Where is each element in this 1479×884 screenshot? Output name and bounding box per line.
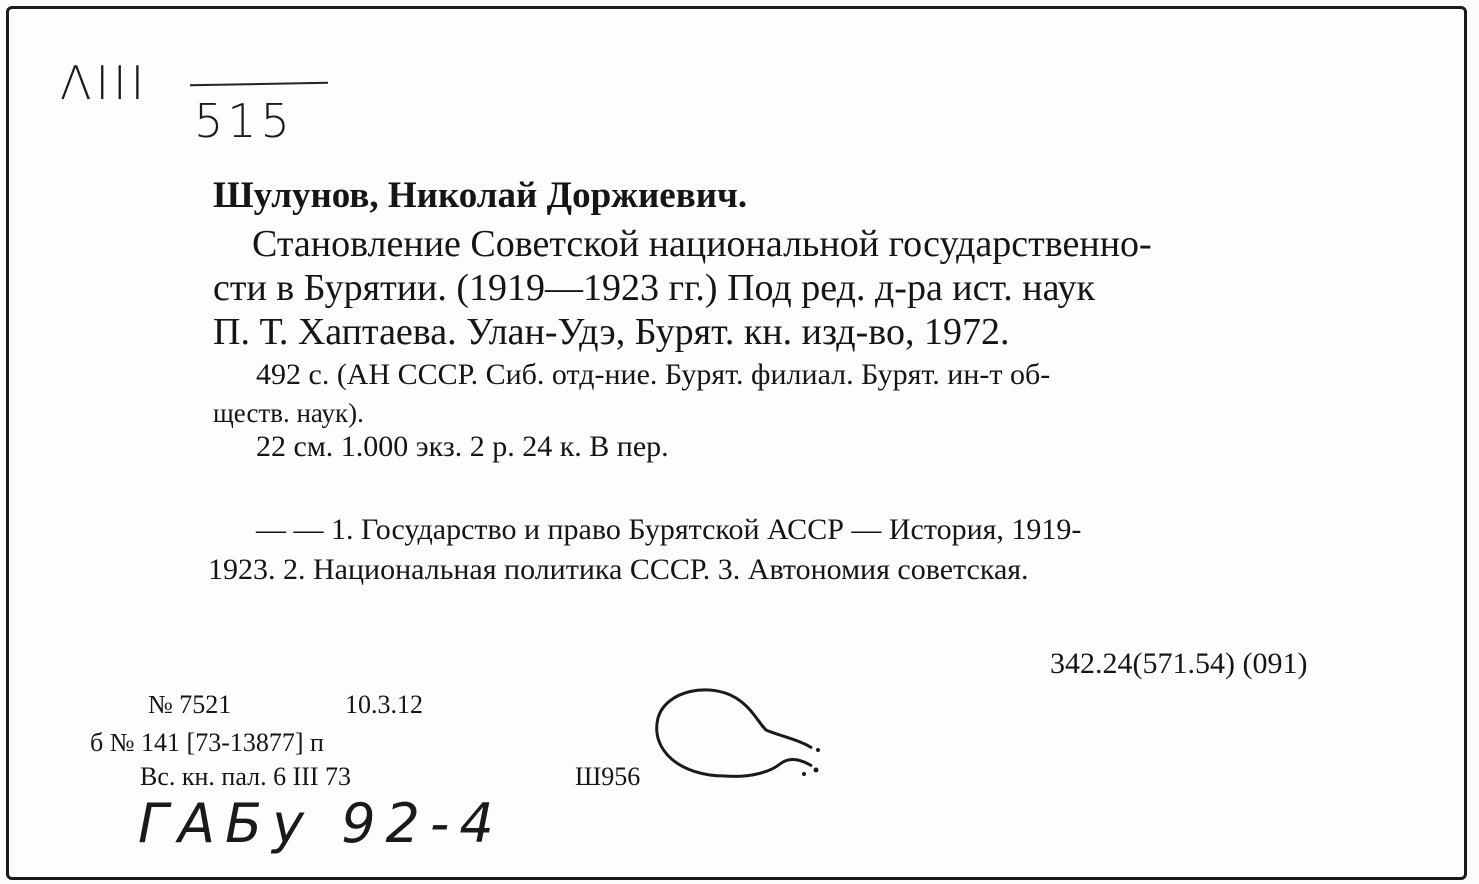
- stamp-code: Ш956: [575, 762, 641, 791]
- handwritten-archive-code: ГАБу 92-4: [138, 792, 504, 855]
- title-line-1: Становление Советской национальной государственно-: [252, 223, 1152, 265]
- subjects-line-2: 1923. 2. Национальная политика СССР. 3. Автономия советская.: [208, 553, 1029, 586]
- author-heading: Шулунов, Николай Доржиевич.: [213, 175, 748, 216]
- collation-line-1: 492 с. (АН СССР. Сиб. отд-ние. Бурят. филиал. Бурят. ин-т об-: [256, 358, 1051, 391]
- handwritten-shelfmark-number: 515: [194, 94, 294, 148]
- handwritten-shelfmark-prefix: ΛIII: [60, 56, 149, 110]
- classification-number: 342.24(571.54) (091): [1050, 647, 1308, 680]
- title-line-2: сти в Бурятии. (1919—1923 гг.) Под ред. д-ра ист. наук: [213, 267, 1095, 309]
- record-line-2: б № 141 [73-13877] п: [90, 728, 324, 757]
- record-number: № 7521: [148, 690, 232, 719]
- stamp-loop-mark: [640, 680, 830, 790]
- title-line-3: П. Т. Хаптаева. Улан-Удэ, Бурят. кн. изд-во, 1972.: [213, 311, 1010, 353]
- record-line-3: Вс. кн. пал. 6 III 73: [140, 762, 352, 791]
- collation-line-3: 22 см. 1.000 экз. 2 р. 24 к. В пер.: [256, 430, 669, 463]
- subjects-line-1: — — 1. Государство и право Бурятской АССР — История, 1919-: [256, 513, 1082, 546]
- collation-line-2: ществ. наук).: [213, 398, 364, 428]
- record-date: 10.3.12: [345, 690, 423, 719]
